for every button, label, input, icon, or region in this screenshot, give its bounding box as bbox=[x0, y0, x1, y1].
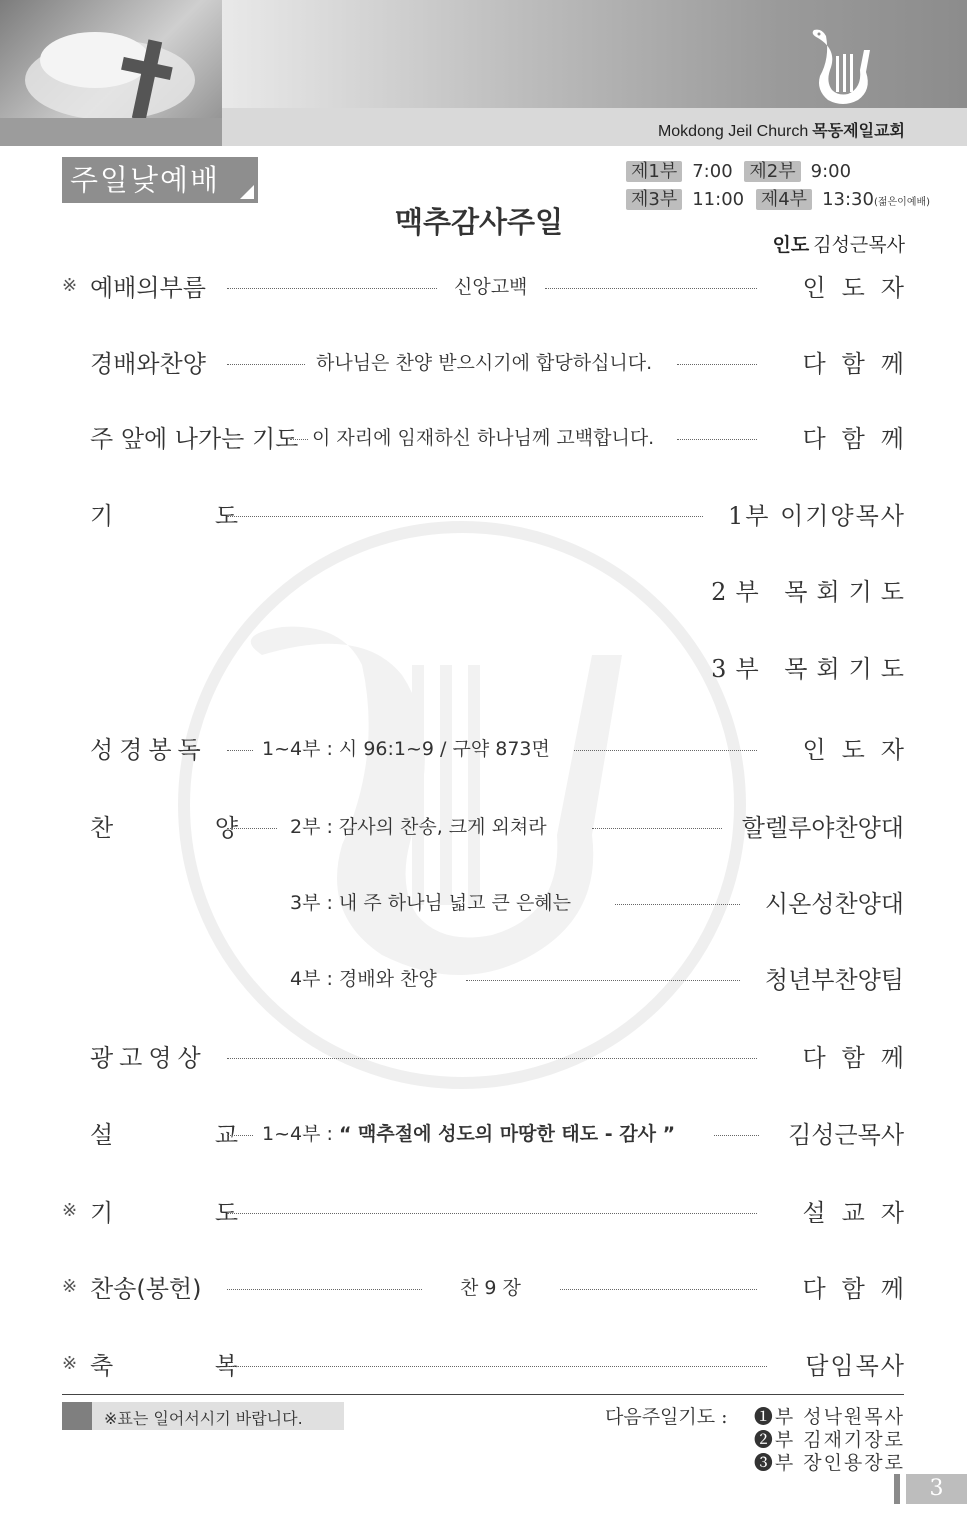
order-label bbox=[90, 496, 238, 531]
leader-name: 김성근목사 bbox=[813, 234, 905, 256]
order-responsible: 할렐루야찬양대 bbox=[741, 814, 904, 842]
spaced-char: 교 bbox=[214, 1121, 238, 1149]
order-detail bbox=[262, 1119, 675, 1146]
leader-dots bbox=[677, 364, 757, 365]
order-row bbox=[62, 958, 904, 998]
sermon-parts: 1~4부 : bbox=[262, 1123, 339, 1145]
leader-dots bbox=[227, 1058, 757, 1059]
order-responsible: 담임목사 bbox=[805, 1352, 906, 1380]
time-row-1 bbox=[626, 157, 857, 183]
order-label bbox=[90, 1346, 238, 1381]
leader-dots bbox=[227, 516, 703, 517]
order-responsible: 다함께 bbox=[802, 1275, 920, 1303]
order-row bbox=[62, 1267, 920, 1307]
order-detail: 이 자리에 임재하신 하나님께 고백합니다. bbox=[312, 427, 655, 449]
order-row bbox=[62, 570, 913, 610]
leader-label: 인도 bbox=[772, 234, 810, 256]
spaced-char: 양 bbox=[214, 814, 238, 842]
order-responsible: 설교자 bbox=[802, 1199, 920, 1227]
stand-mark: ※ bbox=[62, 1353, 78, 1374]
order-detail: 신앙고백 bbox=[454, 276, 528, 298]
part-badge-3: 제3부 bbox=[626, 189, 682, 210]
order-label: 경배와찬양 bbox=[90, 350, 206, 378]
leader-dots bbox=[227, 828, 277, 829]
spaced-char: 기 bbox=[90, 502, 114, 530]
order-label: 주 앞에 나가는 기도 bbox=[90, 425, 299, 453]
order-label bbox=[90, 808, 238, 843]
order-responsible: 청년부찬양팀 bbox=[764, 966, 904, 994]
time-row-2 bbox=[626, 185, 930, 211]
order-row bbox=[62, 806, 904, 846]
order-label: 찬송(봉헌) bbox=[90, 1275, 202, 1303]
part-time-3: 11:00 bbox=[692, 189, 745, 210]
order-row bbox=[62, 342, 920, 382]
worship-leader bbox=[773, 230, 906, 257]
order-row bbox=[62, 1113, 904, 1153]
order-detail: 2부 : 감사의 찬송, 크게 외쳐라 bbox=[290, 816, 547, 838]
footer-rule bbox=[62, 1394, 904, 1395]
service-theme: 맥추감사주일 bbox=[395, 205, 564, 239]
spaced-char: 복 bbox=[214, 1352, 238, 1380]
order-label: 예배의부름 bbox=[90, 274, 206, 302]
leader-dots bbox=[227, 750, 253, 751]
leader-dots bbox=[677, 439, 757, 440]
stand-mark: ※ bbox=[62, 275, 78, 296]
order-responsible: 시온성찬양대 bbox=[764, 890, 904, 918]
order-responsible: 인도자 bbox=[802, 274, 920, 302]
lyre-bird-icon bbox=[808, 28, 878, 112]
order-responsible: 3부 목회기도 bbox=[711, 655, 913, 683]
order-responsible: 김성근목사 bbox=[788, 1121, 904, 1149]
order-responsible: 다함께 bbox=[802, 350, 920, 378]
part-badge-2: 제2부 bbox=[744, 161, 800, 182]
order-label bbox=[90, 1193, 238, 1228]
part-time-4: 13:30 bbox=[822, 189, 874, 210]
corner-mark bbox=[240, 185, 254, 199]
part-badge-1: 제1부 bbox=[626, 161, 682, 182]
church-name-kr: 목동제일교회 bbox=[812, 123, 905, 140]
order-row bbox=[62, 647, 913, 687]
leader-dots bbox=[227, 1213, 757, 1214]
next-prayer-3: ❸부 장인용장로 bbox=[753, 1452, 905, 1474]
service-title-text: 주일낮예배 bbox=[70, 163, 221, 197]
spaced-char: 기 bbox=[90, 1199, 114, 1227]
leader-dots bbox=[615, 904, 740, 905]
spaced-char: 찬 bbox=[90, 814, 114, 842]
order-row bbox=[62, 728, 920, 768]
leader-dots bbox=[227, 288, 437, 289]
leader-dots bbox=[227, 1135, 253, 1136]
stand-note-text: ※표는 일어서시기 바랍니다. bbox=[104, 1409, 303, 1428]
leader-dots bbox=[560, 1289, 757, 1290]
leader-dots bbox=[574, 750, 757, 751]
order-row bbox=[62, 417, 920, 457]
part-time-2: 9:00 bbox=[810, 161, 852, 182]
order-detail: 1~4부 : 시 96:1~9 / 구약 873면 bbox=[262, 738, 550, 760]
order-responsible: 인도자 bbox=[802, 736, 920, 764]
leader-dots bbox=[466, 980, 740, 981]
spaced-char: 축 bbox=[90, 1352, 114, 1380]
order-detail: 3부 : 내 주 하나님 넓고 큰 은혜는 bbox=[290, 892, 572, 914]
leader-dots bbox=[227, 1289, 422, 1290]
sermon-title: “ 맥추절에 성도의 마땅한 태도 - 감사 ” bbox=[338, 1123, 676, 1145]
order-label: 광고영상 bbox=[90, 1044, 207, 1072]
spaced-char: 설 bbox=[90, 1121, 114, 1149]
spaced-char: 도 bbox=[214, 502, 238, 530]
order-responsible: 다함께 bbox=[802, 425, 920, 453]
part-note-4: (젊은이예배) bbox=[873, 197, 931, 208]
spaced-char: 도 bbox=[214, 1199, 238, 1227]
leader-dots bbox=[227, 1366, 767, 1367]
order-detail: 하나님은 찬양 받으시기에 합당하십니다. bbox=[316, 352, 653, 374]
order-detail: 4부 : 경배와 찬양 bbox=[290, 968, 437, 990]
stand-note bbox=[62, 1402, 344, 1430]
stand-mark: ※ bbox=[62, 1200, 78, 1221]
order-row bbox=[62, 1036, 920, 1076]
order-row bbox=[62, 882, 904, 922]
order-responsible: 1부 이기양목사 bbox=[727, 502, 906, 530]
leader-dots bbox=[592, 828, 722, 829]
order-responsible: 2부 목회기도 bbox=[711, 578, 913, 606]
leader-dots bbox=[290, 439, 308, 440]
church-name bbox=[658, 118, 905, 141]
note-block bbox=[62, 1402, 92, 1430]
part-badge-4: 제4부 bbox=[756, 189, 812, 210]
next-prayer-1: ❶부 성낙원목사 bbox=[753, 1406, 905, 1428]
church-name-en: Mokdong Jeil Church bbox=[657, 123, 809, 140]
order-row bbox=[62, 266, 920, 306]
next-prayer-label: 다음주일기도 : bbox=[605, 1406, 728, 1428]
order-row bbox=[62, 1191, 920, 1231]
leader-dots bbox=[227, 364, 305, 365]
stand-mark: ※ bbox=[62, 1276, 78, 1297]
order-detail: 찬 9 장 bbox=[460, 1277, 521, 1299]
order-label: 성경봉독 bbox=[90, 736, 207, 764]
leader-dots bbox=[714, 1135, 759, 1136]
order-row bbox=[62, 494, 904, 534]
service-title bbox=[62, 157, 258, 203]
praying-hands-cross-photo bbox=[0, 0, 222, 146]
order-responsible: 다함께 bbox=[802, 1044, 920, 1072]
next-prayer-2: ❷부 김재기장로 bbox=[753, 1429, 905, 1451]
order-label bbox=[90, 1115, 238, 1150]
part-time-1: 7:00 bbox=[692, 161, 733, 182]
order-row bbox=[62, 1344, 904, 1384]
leader-dots bbox=[545, 288, 757, 289]
page-number: 3 bbox=[906, 1474, 967, 1504]
